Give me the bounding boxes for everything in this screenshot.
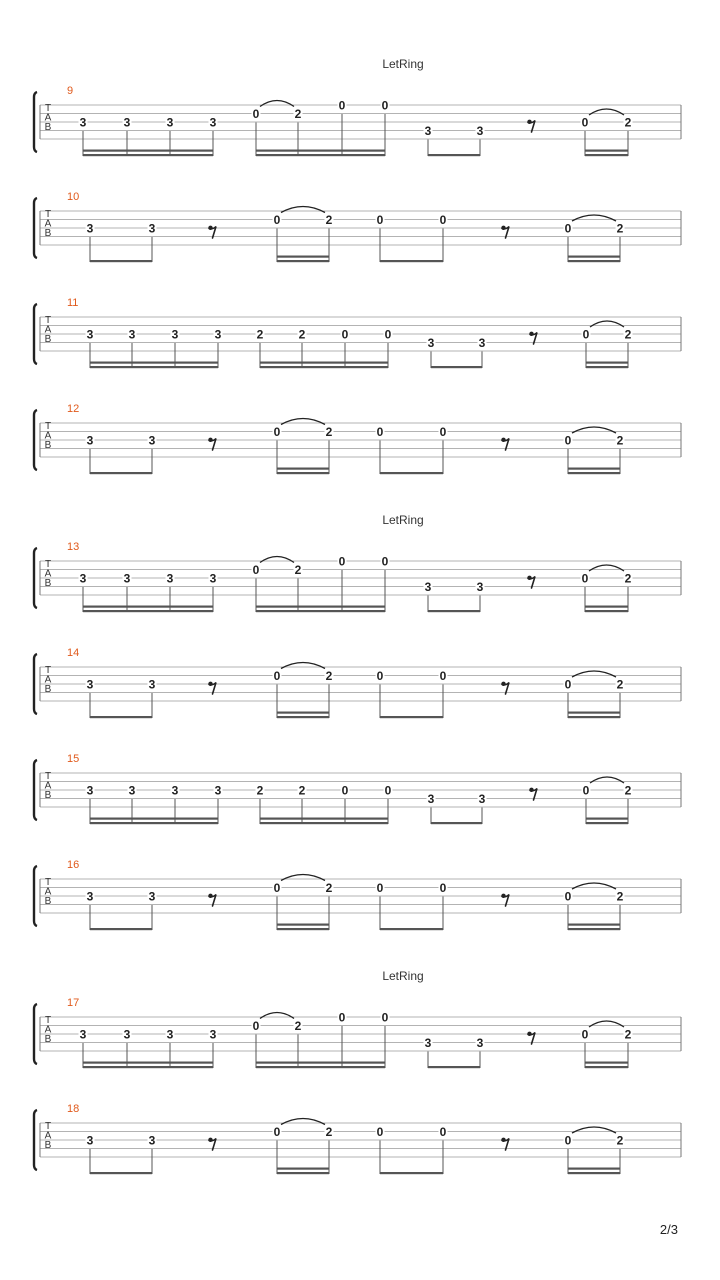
tie-arc [589, 1021, 624, 1027]
note-beam [568, 256, 620, 258]
tab-clef-letter: T [44, 315, 52, 326]
tab-clef-letter: A [44, 886, 52, 898]
note-beam [585, 610, 628, 612]
fret-number: 3 [427, 791, 435, 806]
note-beam [260, 822, 388, 824]
note-beam [260, 366, 388, 368]
fret-number: 0 [384, 783, 392, 798]
note-beam [83, 1062, 213, 1064]
fret-number: 2 [325, 668, 333, 683]
note-beam [90, 928, 152, 930]
fret-number: 3 [171, 327, 179, 342]
fret-number: 3 [86, 221, 94, 236]
tab-clef-letter: B [44, 578, 52, 589]
fret-number: 0 [381, 1010, 389, 1025]
system-bracket [34, 92, 37, 152]
note-beam [83, 154, 213, 156]
tab-clef-letter: T [44, 1121, 52, 1132]
note-beam [431, 366, 482, 368]
fret-number: 3 [148, 889, 156, 904]
note-beam [256, 1066, 385, 1068]
measure-number: 10 [67, 191, 80, 203]
note-beam [568, 468, 620, 470]
fret-number: 2 [624, 1027, 632, 1042]
fret-number: 0 [341, 783, 349, 798]
fret-number: 3 [86, 783, 94, 798]
fret-number: 0 [376, 424, 384, 439]
fret-number: 0 [273, 212, 281, 227]
note-beam [380, 1172, 443, 1174]
fret-number: 0 [341, 327, 349, 342]
system-bracket [34, 410, 37, 470]
tab-clef-letter: B [44, 228, 52, 239]
note-beam [568, 1168, 620, 1170]
note-beam [90, 716, 152, 718]
tab-clef-letter: A [44, 1024, 52, 1036]
fret-number: 0 [581, 571, 589, 586]
note-beam [277, 1172, 329, 1174]
fret-number: 3 [79, 571, 87, 586]
system-bracket [34, 548, 37, 608]
system-bracket [34, 866, 37, 926]
tab-clef-letter: T [44, 877, 52, 888]
fret-number: 3 [148, 1133, 156, 1148]
fret-number: 0 [439, 1124, 447, 1139]
note-beam [260, 362, 388, 364]
fret-number: 3 [86, 889, 94, 904]
note-beam [83, 606, 213, 608]
note-beam [256, 154, 385, 156]
fret-number: 3 [128, 783, 136, 798]
note-beam [277, 712, 329, 714]
fret-number: 0 [564, 221, 572, 236]
note-beam [277, 468, 329, 470]
tab-clef-letter: T [44, 559, 52, 570]
staff-system [34, 1103, 681, 1174]
fret-number: 0 [376, 880, 384, 895]
fret-number: 0 [376, 212, 384, 227]
note-beam [90, 822, 218, 824]
fret-number: 0 [273, 424, 281, 439]
tab-clef-letter: T [44, 1015, 52, 1026]
fret-number: 3 [424, 1035, 432, 1050]
fret-number: 0 [252, 1018, 260, 1033]
fret-number: 3 [166, 571, 174, 586]
let-ring-annotation: LetRing [382, 57, 424, 71]
tab-clef-letter: A [44, 1130, 52, 1142]
note-beam [568, 260, 620, 262]
fret-number: 2 [294, 1018, 302, 1033]
note-beam [277, 924, 329, 926]
note-beam [568, 924, 620, 926]
fret-number: 0 [564, 433, 572, 448]
measure-number: 16 [67, 859, 80, 871]
fret-number: 0 [439, 424, 447, 439]
note-beam [83, 150, 213, 152]
fret-number: 2 [294, 106, 302, 121]
staff-system [34, 403, 681, 474]
note-beam [277, 928, 329, 930]
note-beam [585, 1062, 628, 1064]
fret-number: 3 [86, 1133, 94, 1148]
note-beam [90, 362, 218, 364]
note-beam [83, 610, 213, 612]
note-beam [256, 610, 385, 612]
note-beam [568, 928, 620, 930]
fret-number: 2 [624, 571, 632, 586]
fret-number: 3 [79, 115, 87, 130]
note-beam [431, 822, 482, 824]
fret-number: 3 [123, 115, 131, 130]
tab-clef-letter: A [44, 324, 52, 336]
tab-clef-letter: T [44, 421, 52, 432]
note-beam [585, 150, 628, 152]
fret-number: 0 [273, 880, 281, 895]
fret-number: 2 [624, 327, 632, 342]
tie-arc [590, 777, 624, 783]
fret-number: 3 [86, 677, 94, 692]
note-beam [428, 610, 480, 612]
fret-number: 3 [86, 433, 94, 448]
measure-number: 17 [67, 997, 80, 1009]
tie-arc [589, 109, 624, 115]
system-bracket [34, 1004, 37, 1064]
note-beam [90, 472, 152, 474]
note-beam [90, 366, 218, 368]
measure-number: 18 [67, 1103, 80, 1115]
fret-number: 3 [86, 327, 94, 342]
tab-clef-letter: B [44, 896, 52, 907]
fret-number: 3 [171, 783, 179, 798]
note-beam [256, 606, 385, 608]
fret-number: 3 [476, 123, 484, 138]
fret-number: 0 [564, 889, 572, 904]
tie-arc [572, 883, 616, 889]
note-beam [568, 716, 620, 718]
system-bracket [34, 760, 37, 820]
measure-number: 14 [67, 647, 80, 659]
tie-arc [572, 427, 616, 433]
fret-number: 0 [252, 562, 260, 577]
tie-arc [281, 207, 325, 213]
staff-system [34, 297, 681, 368]
measure-number: 15 [67, 753, 80, 765]
staff-system [34, 191, 681, 262]
tie-arc [281, 875, 325, 881]
fret-number: 0 [439, 212, 447, 227]
tab-clef-letter: T [44, 209, 52, 220]
fret-number: 3 [476, 579, 484, 594]
fret-number: 0 [338, 554, 346, 569]
fret-number: 0 [439, 880, 447, 895]
fret-number: 2 [325, 424, 333, 439]
tie-arc [281, 419, 325, 425]
fret-number: 2 [616, 889, 624, 904]
note-beam [428, 154, 480, 156]
fret-number: 2 [256, 783, 264, 798]
fret-number: 2 [294, 562, 302, 577]
fret-number: 2 [298, 783, 306, 798]
note-beam [90, 818, 218, 820]
fret-number: 3 [209, 1027, 217, 1042]
tie-arc [281, 663, 325, 669]
fret-number: 0 [252, 106, 260, 121]
note-beam [586, 366, 628, 368]
fret-number: 0 [376, 668, 384, 683]
fret-number: 2 [325, 1124, 333, 1139]
staff-system [34, 753, 681, 824]
fret-number: 3 [148, 433, 156, 448]
note-beam [277, 1168, 329, 1170]
note-beam [585, 1066, 628, 1068]
system-bracket [34, 1110, 37, 1170]
fret-number: 3 [79, 1027, 87, 1042]
tie-arc [572, 1127, 616, 1133]
fret-number: 2 [256, 327, 264, 342]
fret-number: 2 [616, 433, 624, 448]
note-beam [83, 1066, 213, 1068]
measure-number: 13 [67, 541, 80, 553]
note-beam [586, 362, 628, 364]
note-beam [380, 260, 443, 262]
fret-number: 0 [381, 98, 389, 113]
fret-number: 3 [128, 327, 136, 342]
tab-clef-letter: B [44, 790, 52, 801]
tie-arc [572, 671, 616, 677]
staff-system [34, 647, 681, 718]
fret-number: 0 [273, 1124, 281, 1139]
staff-system [34, 513, 681, 612]
fret-number: 3 [123, 1027, 131, 1042]
note-beam [260, 818, 388, 820]
fret-number: 0 [381, 554, 389, 569]
fret-number: 2 [616, 1133, 624, 1148]
fret-number: 3 [209, 115, 217, 130]
note-beam [428, 1066, 480, 1068]
tab-clef-letter: T [44, 771, 52, 782]
tie-arc [589, 565, 624, 571]
tab-clef-letter: B [44, 1034, 52, 1045]
fret-number: 3 [209, 571, 217, 586]
tie-arc [260, 557, 294, 563]
note-beam [277, 260, 329, 262]
tab-clef-letter: A [44, 218, 52, 230]
fret-number: 0 [338, 98, 346, 113]
tab-clef-letter: B [44, 684, 52, 695]
tab-clef-letter: A [44, 674, 52, 686]
fret-number: 0 [273, 668, 281, 683]
fret-number: 3 [427, 335, 435, 350]
fret-number: 3 [214, 327, 222, 342]
tab-clef-letter: T [44, 665, 52, 676]
note-beam [586, 818, 628, 820]
tie-arc [260, 101, 294, 107]
fret-number: 3 [476, 1035, 484, 1050]
note-beam [90, 1172, 152, 1174]
fret-number: 2 [325, 212, 333, 227]
fret-number: 2 [624, 115, 632, 130]
tie-arc [590, 321, 624, 327]
fret-number: 3 [478, 335, 486, 350]
fret-number: 3 [148, 677, 156, 692]
tie-arc [281, 1119, 325, 1125]
note-beam [568, 712, 620, 714]
fret-number: 2 [298, 327, 306, 342]
tab-clef-letter: B [44, 122, 52, 133]
let-ring-annotation: LetRing [382, 969, 424, 983]
note-beam [256, 1062, 385, 1064]
fret-number: 2 [616, 677, 624, 692]
note-beam [277, 716, 329, 718]
system-bracket [34, 304, 37, 364]
fret-number: 0 [581, 115, 589, 130]
fret-number: 3 [123, 571, 131, 586]
staff-system [34, 57, 681, 156]
note-beam [277, 472, 329, 474]
fret-number: 2 [624, 783, 632, 798]
note-beam [568, 1172, 620, 1174]
fret-number: 3 [214, 783, 222, 798]
fret-number: 0 [439, 668, 447, 683]
tab-clef-letter: T [44, 103, 52, 114]
tie-arc [572, 215, 616, 221]
fret-number: 0 [582, 327, 590, 342]
fret-number: 2 [325, 880, 333, 895]
note-beam [277, 256, 329, 258]
system-bracket [34, 198, 37, 258]
fret-number: 3 [166, 115, 174, 130]
measure-number: 11 [67, 297, 79, 309]
note-beam [585, 606, 628, 608]
system-bracket [34, 654, 37, 714]
fret-number: 0 [582, 783, 590, 798]
note-beam [586, 822, 628, 824]
staff-system [34, 969, 681, 1068]
measure-number: 9 [67, 85, 74, 97]
tab-clef-letter: A [44, 780, 52, 792]
fret-number: 0 [376, 1124, 384, 1139]
page-number: 2/3 [659, 1222, 678, 1237]
fret-number: 0 [338, 1010, 346, 1025]
note-beam [380, 472, 443, 474]
measure-number: 12 [67, 403, 80, 415]
fret-number: 0 [384, 327, 392, 342]
tab-clef-letter: A [44, 568, 52, 580]
note-beam [380, 716, 443, 718]
fret-number: 3 [424, 123, 432, 138]
staff-system [34, 859, 681, 930]
note-beam [568, 472, 620, 474]
tab-clef-letter: A [44, 112, 52, 124]
tie-arc [260, 1013, 294, 1019]
note-beam [256, 150, 385, 152]
tab-clef-letter: B [44, 440, 52, 451]
fret-number: 0 [564, 677, 572, 692]
note-beam [585, 154, 628, 156]
fret-number: 3 [148, 221, 156, 236]
tab-clef-letter: B [44, 1140, 52, 1151]
note-beam [90, 260, 152, 262]
tab-clef-letter: A [44, 430, 52, 442]
fret-number: 2 [616, 221, 624, 236]
fret-number: 0 [581, 1027, 589, 1042]
note-beam [380, 928, 443, 930]
fret-number: 3 [424, 579, 432, 594]
tab-clef-letter: B [44, 334, 52, 345]
let-ring-annotation: LetRing [382, 513, 424, 527]
fret-number: 3 [478, 791, 486, 806]
fret-number: 0 [564, 1133, 572, 1148]
fret-number: 3 [166, 1027, 174, 1042]
